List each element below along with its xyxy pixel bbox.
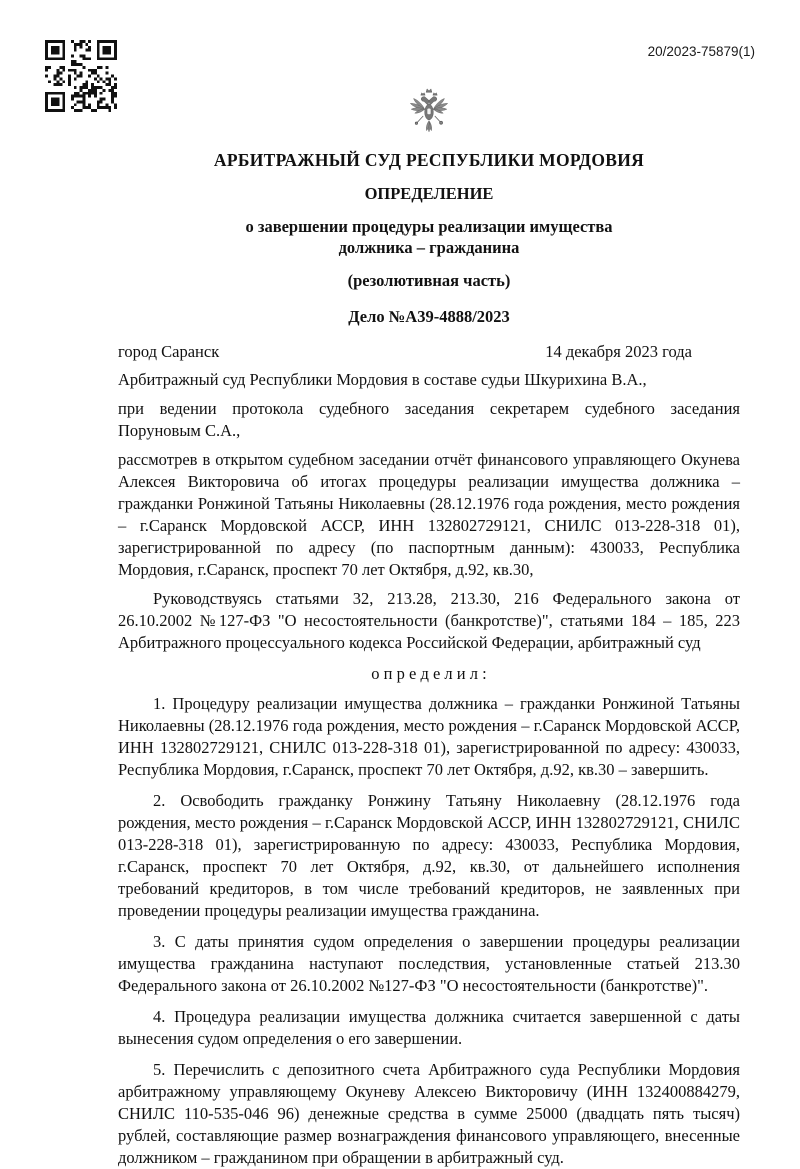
court-composition-paragraph: Арбитражный суд Республики Мордовия в составе судьи Шкурихина В.А., xyxy=(118,370,647,389)
secretary-paragraph: при ведении протокола судебного заседания секретарем судебного заседания Поруновым С.А., xyxy=(118,399,740,440)
court-name: АРБИТРАЖНЫЙ СУД РЕСПУБЛИКИ МОРДОВИЯ xyxy=(213,150,645,170)
case-number: Дело №А39-4888/2023 xyxy=(348,307,510,326)
resolution-item-4: 4. Процедура реализации имущества должника считается завершенной с даты вынесения судом определения о его завершении. xyxy=(118,1007,740,1048)
document-subtitle: о завершении процедуры реализации имущества должника – гражданина xyxy=(245,217,613,257)
resolution-part-note: (резолютивная часть) xyxy=(347,271,511,290)
document-number: 20/2023-75879(1) xyxy=(647,44,755,59)
city-date-row xyxy=(118,342,740,362)
qr-code xyxy=(45,40,117,112)
coat-of-arms-icon xyxy=(400,84,458,146)
city-label: город Саранск xyxy=(118,342,220,361)
resolution-item-1: 1. Процедуру реализации имущества должника – гражданки Ронжиной Татьяны Николаевны (28.12.1976 года рождения, место рождения – г.Саранск Мордовской АССР, ИНН 132802729121, СНИЛС 013-228-318 01), зарегистрированной по адресу: 430033, Республика Мордовия, г.Саранск, проспект 70 лет Октября, д.92, кв.30 – завершить. xyxy=(118,694,740,779)
resolution-item-5: 5. Перечислить с депозитного счета Арбитражного суда Республики Мордовия арбитражному управляющему Окуневу Алексею Викторовичу (ИНН 132400884279, СНИЛС 110-535-046 96) денежные средства в сумме 25000 (двадцать пять тысяч) рублей, составляющие размер вознаграждения финансового управляющего, внесенные должником – гражданином при обращении в арбитражный суд. xyxy=(118,1060,740,1167)
date-label: 14 декабря 2023 года xyxy=(545,342,692,361)
resolution-item-3: 3. С даты принятия судом определения о завершении процедуры реализации имущества гражданина наступают последствия, установленные статьей 213.30 Федерального закона от 26.10.2002 №127-ФЗ "О несостоятельности (банкротстве)". xyxy=(118,932,740,995)
resolved-heading: о п р е д е л и л : xyxy=(371,664,487,683)
resolution-item-2: 2. Освободить гражданку Ронжину Татьяну Николаевну (28.12.1976 года рождения, место рождения – г.Саранск Мордовской АССР, ИНН 132802729121, СНИЛС 013-228-318 01), зарегистрированную по адресу: 430033, Республика Мордовия, г.Саранск, проспект 70 лет Октября, д.92, кв.30, от дальнейшего исполнения требований кредиторов, в том числе требований кредиторов, не заявленных при проведении процедуры реализации имущества гражданина. xyxy=(118,791,740,920)
document-type-title: ОПРЕДЕЛЕНИЕ xyxy=(364,184,494,203)
case-review-paragraph: рассмотрев в открытом судебном заседании отчёт финансового управляющего Окунева Алексея Викторовича об итогах процедуры реализации имущества должника – гражданки Ронжиной Татьяны Николаевны (28.12.1976 года рождения, место рождения – г.Саранск Мордовской АССР, ИНН 132802729121, СНИЛС 013-228-318 01), зарегистрированной по адресу (по паспортным данным): 430033, Республика Мордовия, г.Саранск, проспект 70 лет Октября, д.92, кв.30, xyxy=(118,450,740,579)
legal-basis-paragraph: Руководствуясь статьями 32, 213.28, 213.30, 216 Федерального закона от 26.10.2002 №127-ФЗ "О несостоятельности (банкротстве)", статьями 184 – 185, 223 Арбитражного процессуального кодекса Российской Федерации, арбитражный суд xyxy=(118,589,740,652)
